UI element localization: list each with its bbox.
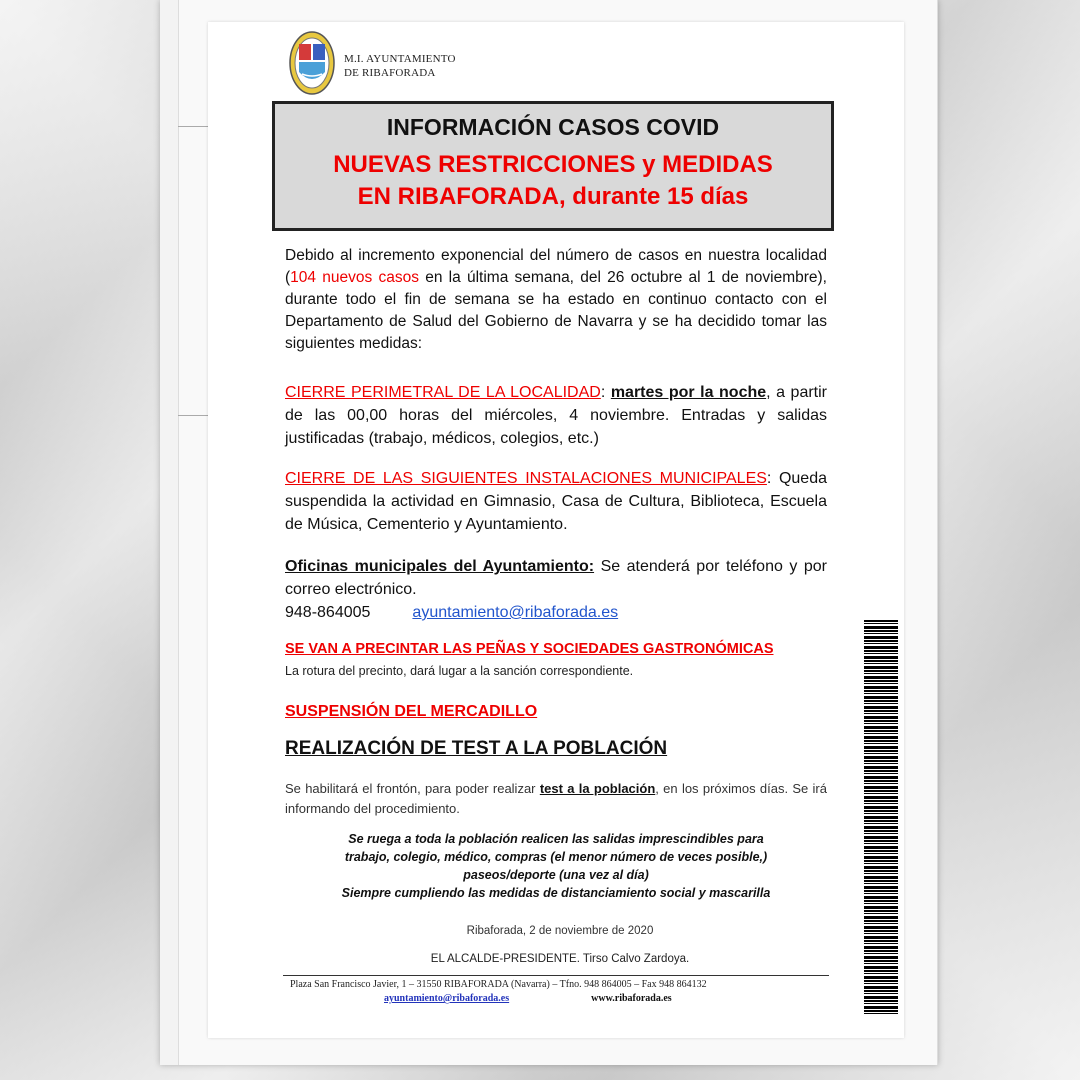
- title-red-block: [275, 149, 831, 213]
- facilities-closure-heading: CIERRE DE LAS SIGUIENTES INSTALACIONES MUNICIPALES: [285, 470, 767, 487]
- intro-after: en la última semana, del 26 octubre al 1 de noviembre), durante todo el fin de semana se ha estado en continuo contacto con el Departamento de Salud del Gobierno de Navarra y se ha decidido tomar las siguientes medidas:: [285, 269, 827, 352]
- signature-signer: EL ALCALDE-PRESIDENTE. Tirso Calvo Zardoya.: [430, 953, 690, 965]
- coat-of-arms-icon: [288, 30, 336, 96]
- offices-phone: 948-864005: [285, 604, 371, 621]
- request-block: [285, 830, 827, 902]
- offices-email-link[interactable]: ayuntamiento@ribaforada.es: [412, 604, 619, 621]
- seal-societies-heading: SE VAN A PRECINTAR LAS PEÑAS Y SOCIEDADES GASTRONÓMICAS: [285, 641, 774, 657]
- org-line-2: DE RIBAFORADA: [344, 67, 436, 79]
- footer-contacts: [384, 993, 672, 1004]
- intro-before: Debido al incremento exponencial del número de casos en nuestra localidad (: [285, 247, 827, 286]
- testing-before: Se habilitará el frontón, para poder realizar: [285, 781, 540, 796]
- offices-paragraph: [285, 555, 827, 624]
- title-line-3: EN RIBAFORADA, durante 15 días: [357, 183, 749, 210]
- request-line-2: trabajo, colegio, médico, compras (el menor número de veces posible,): [344, 850, 768, 864]
- intro-paragraph: [285, 245, 827, 355]
- footer-rule: [283, 975, 829, 976]
- offices-text: Se atenderá por teléfono y por correo electrónico.: [285, 558, 828, 598]
- footer-email-link[interactable]: ayuntamiento@ribaforada.es: [384, 993, 510, 1004]
- new-cases-highlight: 104 nuevos casos: [290, 269, 419, 286]
- seal-note: La rotura del precinto, dará lugar a la sanción correspondiente.: [285, 664, 634, 678]
- request-line-1: Se ruega a toda la población realicen las salidas imprescindibles para: [348, 832, 764, 846]
- signature-date: Ribaforada, 2 de noviembre de 2020: [466, 925, 654, 937]
- title-line-2: NUEVAS RESTRICCIONES y MEDIDAS: [333, 151, 773, 178]
- perimeter-when: martes por la noche: [610, 384, 767, 401]
- facilities-closure-paragraph: [285, 467, 827, 536]
- market-suspension-heading: SUSPENSIÓN DEL MERCADILLO: [285, 703, 538, 720]
- footer-web-link[interactable]: www.ribaforada.es: [591, 993, 672, 1004]
- offices-heading: Oficinas municipales del Ayuntamiento:: [285, 558, 595, 575]
- request-line-3: paseos/deporte (una vez al día): [463, 868, 649, 882]
- org-line-1: M.I. AYUNTAMIENTO: [344, 53, 456, 65]
- testing-bold: test a la población: [539, 781, 656, 796]
- testing-heading: REALIZACIÓN DE TEST A LA POBLACIÓN: [285, 738, 668, 759]
- title-box: [272, 101, 834, 231]
- barcode-stripe: [864, 620, 898, 1014]
- perimeter-text: , a partir de las 00,00 horas del miércoles, 4 noviembre. Entradas y salidas justificadas (trabajo, médicos, colegios, etc.): [285, 384, 828, 447]
- facilities-text: Queda suspendida la actividad en Gimnasio, Casa de Cultura, Biblioteca, Escuela de Música, Cementerio y Ayuntamiento.: [285, 470, 828, 533]
- perimeter-colon: :: [600, 384, 611, 401]
- organization-name: [344, 52, 456, 80]
- testing-paragraph: [285, 779, 827, 819]
- request-line-4: Siempre cumpliendo las medidas de distanciamiento social y mascarilla: [341, 886, 771, 900]
- title-line-1: INFORMACIÓN CASOS COVID: [386, 114, 720, 140]
- perimeter-closure-paragraph: [285, 381, 827, 450]
- testing-after: , en los próximos días. Se irá informando del procedimiento.: [285, 781, 827, 816]
- perimeter-closure-heading: CIERRE PERIMETRAL DE LA LOCALIDAD: [285, 384, 601, 401]
- footer-address: Plaza San Francisco Javier, 1 – 31550 RIBAFORADA (Navarra) – Tfno. 948 864005 – Fax 948 864132: [290, 979, 707, 990]
- facilities-colon: :: [766, 470, 772, 487]
